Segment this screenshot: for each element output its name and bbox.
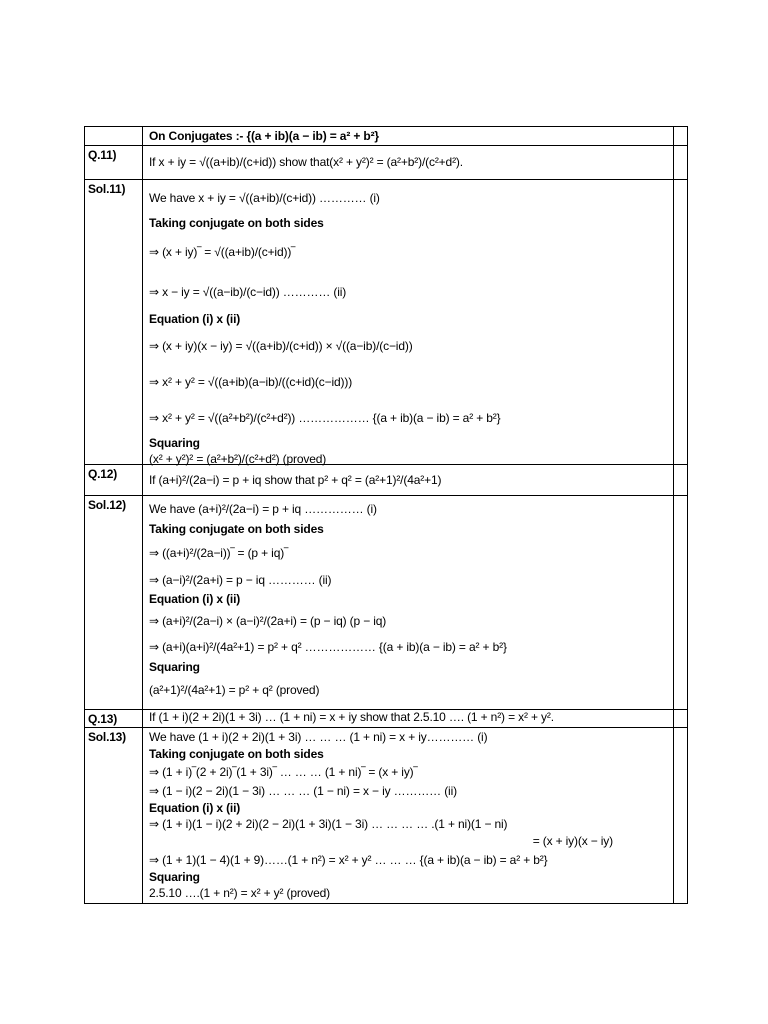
- solution-row: [85, 496, 688, 710]
- solution-line: Squaring: [149, 870, 200, 884]
- solution-line: Squaring: [149, 436, 200, 450]
- solution-line: Taking conjugate on both sides: [149, 216, 324, 230]
- section-title: On Conjugates :- {(a + ib)(a − ib) = a² + b²}: [149, 129, 379, 143]
- solution-row: [85, 180, 688, 465]
- solution-row: [85, 728, 688, 904]
- solution-line: We have x + iy = √((a+ib)/(c+id)) ………… (i): [149, 191, 380, 205]
- question-label: Q.13): [85, 710, 143, 728]
- solution-line: Squaring: [149, 660, 200, 674]
- question-text: If (a+i)²/(2a−i) = p + iq show that p² + q² = (a²+1)²/(4a²+1): [149, 473, 442, 487]
- solution-line: = (x + iy)(x − iy): [532, 834, 613, 848]
- solution-line: ⇒ x − iy = √((a−ib)/(c−id)) ………… (ii): [149, 285, 347, 299]
- solution-line: (a²+1)²/(4a²+1) = p² + q² (proved): [149, 683, 320, 697]
- header-label: [85, 127, 143, 146]
- solution-label: Sol.12): [85, 496, 143, 710]
- question-row: [85, 710, 688, 728]
- solution-line: ⇒ x² + y² = √((a+ib)(a−ib)/((c+id)(c−id))): [149, 375, 353, 389]
- solution-line: 2.5.10 ….(1 + n²) = x² + y² (proved): [149, 886, 331, 900]
- solution-line: ⇒ (1 + i)(1 − i)(2 + 2i)(2 − 2i)(1 + 3i)(1 − 3i) … … … … .(1 + ni)(1 − ni): [149, 817, 508, 831]
- solution-line: ⇒ (x + iy)(x − iy) = √((a+ib)/(c+id)) × √((a−ib)/(c−id)): [149, 339, 413, 353]
- solution-line: ⇒ ((a+i)²/(2a−i))‾ = (p + iq)‾: [149, 546, 288, 560]
- solution-label: Sol.11): [85, 180, 143, 465]
- solution-line: ⇒ (1 + i)‾(2 + 2i)‾(1 + 3i)‾ … … … (1 + ni)‾ = (x + iy)‾: [149, 765, 418, 779]
- solution-line: Taking conjugate on both sides: [149, 747, 324, 761]
- solution-line: ⇒ (a+i)(a+i)²/(4a²+1) = p² + q² ……………… {(a + ib)(a − ib) = a² + b²}: [149, 640, 507, 654]
- solution-line: ⇒ (a−i)²/(2a+i) = p − iq ………… (ii): [149, 573, 332, 587]
- solution-line: We have (1 + i)(2 + 2i)(1 + 3i) … … … (1 + ni) = x + iy………… (i): [149, 730, 488, 744]
- solution-line: (x² + y²)² = (a²+b²)/(c²+d²) (proved): [149, 452, 327, 466]
- solution-line: ⇒ x² + y² = √((a²+b²)/(c²+d²)) ……………… {(a + ib)(a − ib) = a² + b²}: [149, 411, 501, 425]
- question-text: If x + iy = √((a+ib)/(c+id)) show that(x² + y²)² = (a²+b²)/(c²+d²).: [149, 155, 463, 169]
- question-row: [85, 465, 688, 496]
- question-text: If (1 + i)(2 + 2i)(1 + 3i) … (1 + ni) = x + iy show that 2.5.10 …. (1 + n²) = x² + y².: [149, 710, 554, 724]
- solution-label: Sol.13): [85, 728, 143, 904]
- solution-line: Taking conjugate on both sides: [149, 522, 324, 536]
- question-row: [85, 146, 688, 180]
- solution-line: ⇒ (1 + 1)(1 − 4)(1 + 9)……(1 + n²) = x² + y² … … … {(a + ib)(a − ib) = a² + b²}: [149, 853, 548, 867]
- solution-line: Equation (i) x (ii): [149, 312, 241, 326]
- question-label: Q.12): [85, 465, 143, 496]
- question-label: Q.11): [85, 146, 143, 180]
- solution-line: Equation (i) x (ii): [149, 592, 241, 606]
- solution-line: Equation (i) x (ii): [149, 801, 241, 815]
- solution-line: ⇒ (1 − i)(2 − 2i)(1 − 3i) … … … (1 − ni) = x − iy ………… (ii): [149, 784, 457, 798]
- solution-line: We have (a+i)²/(2a−i) = p + iq …………… (i): [149, 502, 377, 516]
- header-row: [85, 127, 688, 146]
- solution-line: ⇒ (x + iy)‾ = √((a+ib)/(c+id))‾: [149, 245, 296, 259]
- conjugates-table: [84, 126, 688, 904]
- solution-line: ⇒ (a+i)²/(2a−i) × (a−i)²/(2a+i) = (p − iq) (p − iq): [149, 614, 387, 628]
